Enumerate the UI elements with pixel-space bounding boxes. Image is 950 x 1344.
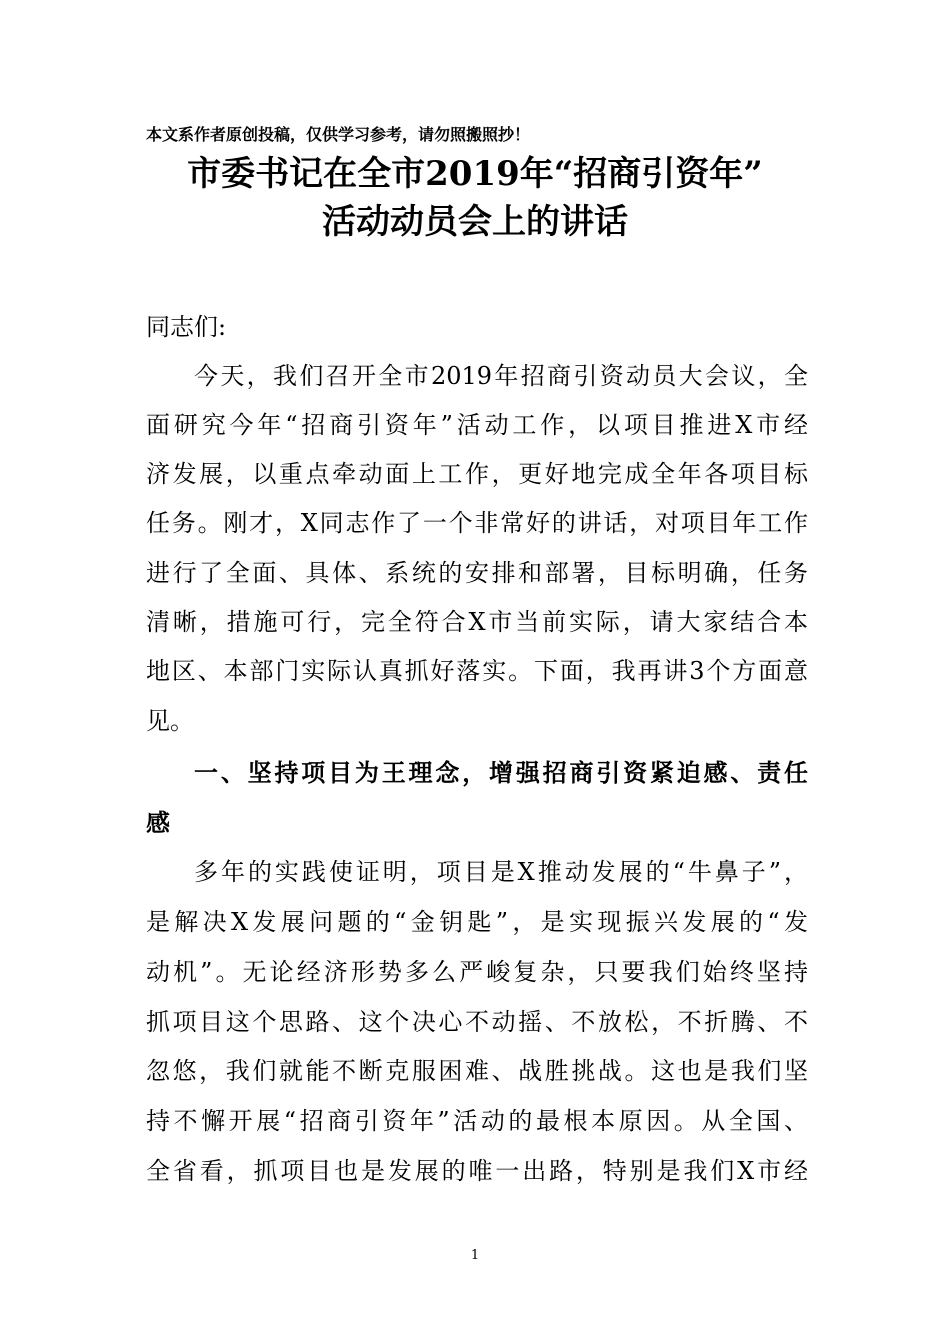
title-line-1: 市委书记在全市2019年“招商引资年”	[187, 154, 763, 194]
copyright-notice: 本文系作者原创投稿，仅供学习参考，请勿照搬照抄！	[146, 125, 531, 144]
paragraph-line: 地区、本部门实际认真抓好落实。下面，我再讲3个方面意	[146, 657, 808, 685]
paragraph-line: 抓项目这个思路、这个决心不动摇、不放松，不折腾、不	[146, 1008, 808, 1036]
section-heading-line: 一、坚持项目为王理念，增强招商引资紧迫感、责任	[194, 759, 808, 787]
paragraph-line: 进行了全面、具体、系统的安排和部署，目标明确，任务	[146, 559, 808, 587]
paragraph-line: 济发展，以重点牵动面上工作，更好地完成全年各项目标	[146, 460, 808, 488]
paragraph-line: 面研究今年“招商引资年”活动工作，以项目推进X市经	[146, 411, 808, 439]
paragraph-line: 今天，我们召开全市2019年招商引资动员大会议，全	[194, 362, 808, 390]
section-heading-line: 感	[146, 809, 170, 837]
paragraph-line: 是解决X发展问题的“金钥匙”，是实现振兴发展的“发	[146, 908, 808, 936]
paragraph-line: 多年的实践使证明，项目是X推动发展的“牛鼻子”，	[194, 858, 808, 886]
paragraph-line: 见。	[146, 707, 194, 735]
paragraph-line: 动机”。无论经济形势多么严峻复杂，只要我们始终坚持	[146, 958, 808, 986]
paragraph-line: 忽悠，我们就能不断克服困难、战胜挑战。这也是我们坚	[146, 1057, 808, 1085]
paragraph-line: 任务。刚才，X同志作了一个非常好的讲话，对项目年工作	[146, 509, 808, 537]
salutation: 同志们:	[146, 313, 227, 341]
page-number: 1	[470, 1248, 480, 1263]
title-line-2: 活动动员会上的讲话	[322, 202, 628, 242]
paragraph-line: 清晰，措施可行，完全符合X市当前实际，请大家结合本	[146, 608, 808, 636]
paragraph-line: 全省看，抓项目也是发展的唯一出路，特别是我们X市经	[146, 1157, 808, 1185]
paragraph-line: 持不懈开展“招商引资年”活动的最根本原因。从全国、	[146, 1107, 808, 1135]
